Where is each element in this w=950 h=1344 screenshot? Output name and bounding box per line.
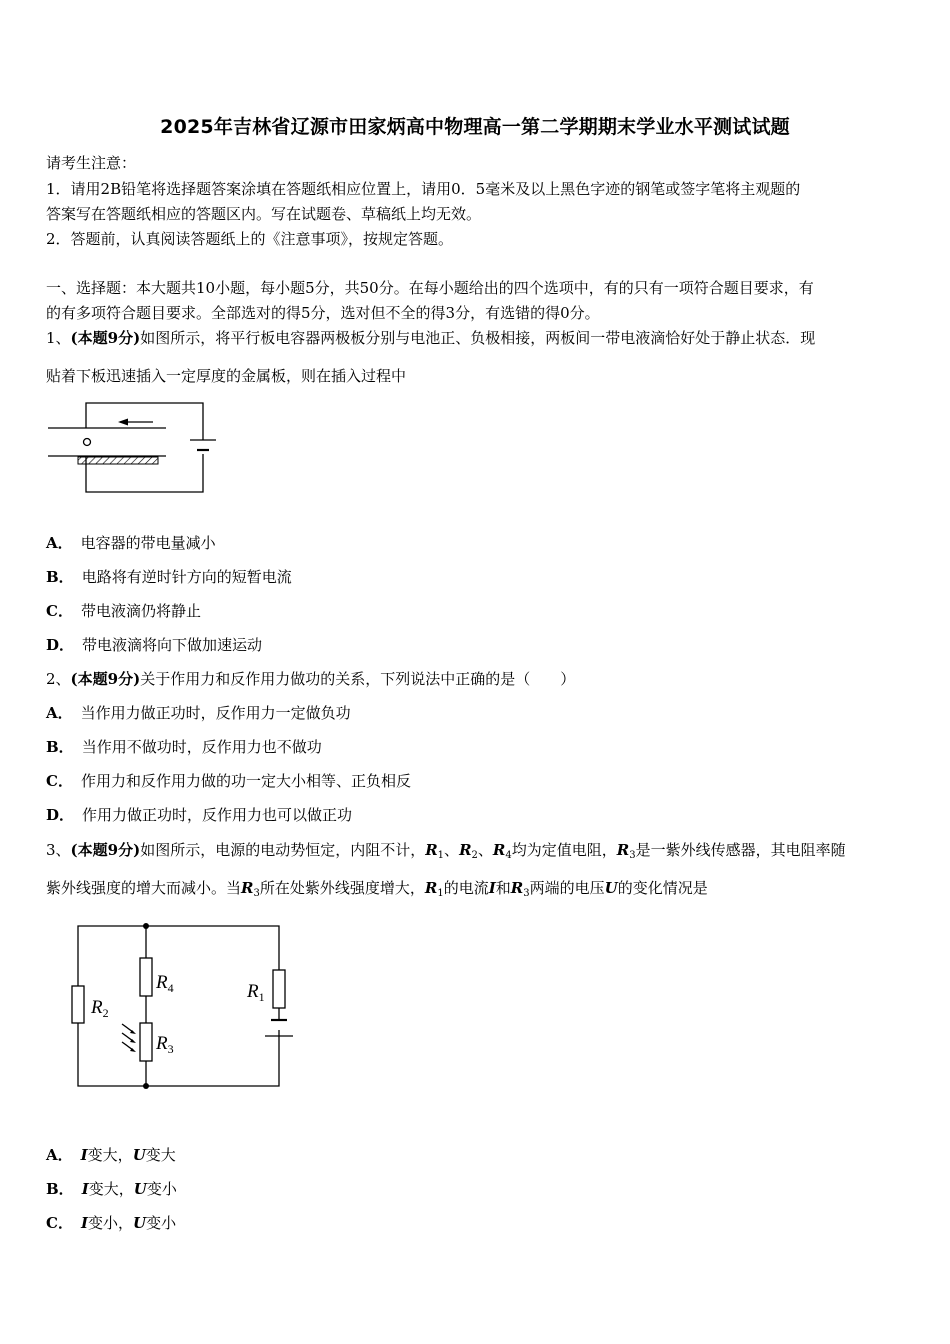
option-key: A． [46, 534, 73, 552]
q1-option-a[interactable] [46, 532, 216, 553]
q2-option-a[interactable] [46, 702, 351, 723]
option-text: 电路将有逆时针方向的短暂电流 [81, 568, 292, 586]
r4-label: $R_4$ [156, 972, 174, 995]
option-text: 作用力做正功时，反作用力也可以做正功 [82, 806, 353, 824]
q1-stem-line-2: 贴着下板迅速插入一定厚度的金属板，则在插入过程中 [46, 367, 407, 385]
q1-number: 1、 [46, 329, 71, 347]
section-instructions-line-2: 的有多项符合题目要求。全部选对的得5分，选对但不全的得3分，有选错的得0分。 [46, 304, 600, 322]
q1-stem-text: 如图所示，将平行板电容器两极板分别与电池正、负极相接，两板间一带电液滴恰好处于静止状态．现 [140, 329, 816, 347]
q1-stem-line-1 [46, 327, 815, 348]
option-text: 当作用力做正功时，反作用力一定做负功 [80, 704, 351, 722]
q3-stem-line-1: 3、(本题9分)如图所示，电源的电动势恒定，内阻不计，$R_1$、$R_2$、$R_4$均为定值电阻，$R_3$是一紫外线传感器，其电阻率随 [46, 841, 846, 861]
option-key: C． [46, 602, 73, 620]
option-text: 作用力和反作用力做的功一定大小相等、正负相反 [80, 772, 411, 790]
q3-option-c[interactable]: C． I变小，U变小 [46, 1214, 177, 1232]
q2-option-c[interactable] [46, 770, 411, 791]
option-key: C． [46, 1214, 73, 1232]
q3-option-a[interactable]: A． I变大，U变大 [46, 1146, 176, 1164]
notice-item-1-line-1: 1．请用2B铅笔将选择题答案涂填在答题纸相应位置上，请用0．5毫米及以上黑色字迹的钢笔或签字笔将主观题的 [46, 180, 801, 198]
q3-option-b[interactable]: B． I变大，U变小 [46, 1180, 177, 1198]
option-key: D． [46, 806, 75, 824]
option-text: 带电液滴将向下做加速运动 [82, 636, 263, 654]
r3-label: $R_3$ [156, 1033, 174, 1056]
option-text: 电容器的带电量减小 [80, 534, 216, 552]
q2-number: 2、 [46, 670, 71, 688]
q3-circuit-figure [66, 920, 306, 1095]
option-text: 当作用不做功时，反作用力也不做功 [81, 738, 322, 756]
q1-points: (本题9分) [70, 329, 141, 347]
section-instructions-line-1: 一、选择题：本大题共10小题，每小题5分，共50分。在每小题给出的四个选项中，有的只有一项符合题目要求，有 [46, 279, 814, 297]
notice-heading: 请考生注意： [46, 154, 137, 172]
notice-item-2: 2．答题前，认真阅读答题纸上的《注意事项》，按规定答题。 [46, 230, 454, 248]
q3-stem-line-2: 紫外线强度的增大而减小。当$R_3$所在处紫外线强度增大，$R_1$的电流I和$R_3$两端的电压U的变化情况是 [46, 879, 708, 899]
q2-option-b[interactable] [46, 736, 322, 757]
option-key: B． [46, 738, 74, 756]
q2-points: (本题9分) [70, 670, 141, 688]
option-key: A． [46, 1146, 73, 1164]
q2-stem [46, 668, 575, 689]
q1-capacitor-circuit-figure [48, 398, 220, 498]
q3-number: 3、 [46, 841, 71, 859]
r1-label: $R_1$ [247, 981, 265, 1004]
option-key: D． [46, 636, 75, 654]
q2-option-d[interactable] [46, 804, 352, 825]
r2-label: $R_2$ [91, 997, 109, 1020]
q2-stem-text: 关于作用力和反作用力做功的关系，下列说法中正确的是（ ） [140, 670, 576, 688]
q1-option-d[interactable] [46, 634, 262, 655]
page-title: 2025年吉林省辽源市田家炳高中物理高一第二学期期末学业水平测试试题 [160, 116, 790, 138]
q3-points: (本题9分) [70, 841, 141, 859]
q1-option-b[interactable] [46, 566, 292, 587]
option-text: 带电液滴仍将静止 [80, 602, 201, 620]
q1-option-c[interactable] [46, 600, 201, 621]
option-key: B． [46, 568, 74, 586]
notice-item-1-line-2: 答案写在答题纸相应的答题区内。写在试题卷、草稿纸上均无效。 [46, 205, 482, 223]
option-key: A． [46, 704, 73, 722]
option-key: B． [46, 1180, 74, 1198]
option-key: C． [46, 772, 73, 790]
